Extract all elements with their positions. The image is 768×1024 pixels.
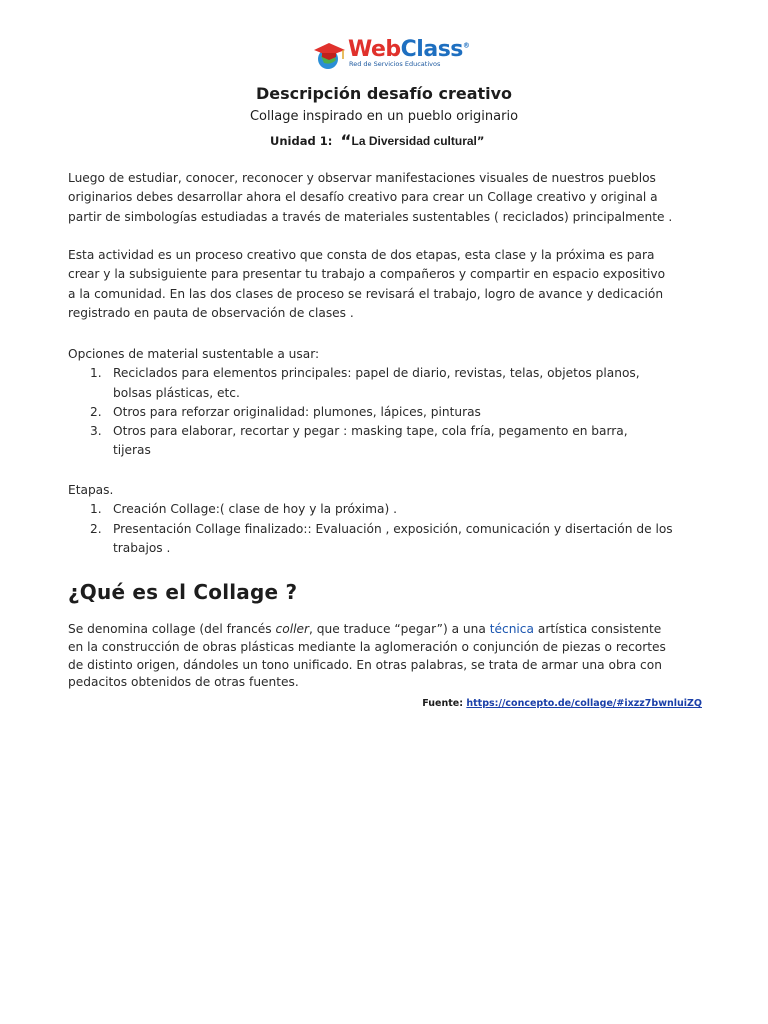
list-item: 2. Presentación Collage finalizado:: Evaluación , exposición, comunicación y disertación de los trabajos . [90, 521, 673, 555]
stages-list [68, 500, 708, 558]
unit-close-quote: ” [476, 134, 485, 148]
stages-heading: Etapas. [68, 483, 114, 497]
unit-name: La Diversidad cultural [351, 134, 477, 148]
graduation-cap-globe-icon [312, 40, 348, 70]
source-label: Fuente: [422, 698, 464, 709]
webclass-logo [312, 37, 470, 72]
collage-definition: Se denomina collage (del francés coller, que traduce “pegar”) a una técnica artística consistente en la construcción de obras plásticas mediante la aglomeración o conjunción de piezas o recortes de distinto origen, dándoles un tono unificado. En otras palabras, se trata de armar una obra con pedacitos obtenidos de otras fuentes. [68, 622, 666, 690]
materials-section [68, 345, 708, 461]
source-citation [422, 698, 702, 709]
logo-wordmark: WebClass® [348, 37, 470, 62]
page-subtitle: Collage inspirado en un pueblo originario [249, 109, 519, 124]
stages-section [68, 481, 708, 558]
page-title: Descripción desafío creativo [255, 84, 513, 103]
unit-label: Unidad 1: [270, 134, 333, 148]
unit-open-quote: “ [340, 132, 352, 152]
tecnica-link[interactable]: técnica [489, 622, 534, 636]
collage-heading: ¿Qué es el Collage ? [68, 580, 298, 604]
materials-list [68, 364, 708, 460]
materials-heading: Opciones de material sustentable a usar: [68, 347, 320, 361]
list-item: 1. Reciclados para elementos principales: papel de diario, revistas, telas, objetos planos, bolsas plásticas, etc. [90, 366, 640, 400]
intro-paragraph: Luego de estudiar, conocer, reconocer y observar manifestaciones visuales de nuestros pueblos originarios debes desarrollar ahora el desafío creativo para crear un Collage creativo y original a partir de simbologías estudiadas a través de materiales sustentables ( reciclados) principalmente . [68, 171, 673, 224]
activity-paragraph: Esta actividad es un proceso creativo que consta de dos etapas, esta clase y la próxima es para crear y la subsiguiente para presentar tu trabajo a compañeros y compartir en espacio expositivo a la comunidad. En las dos clases de proceso se revisará el trabajo, logro de avance y dedicación registrado en pauta de observación de clases . [68, 248, 666, 320]
list-item: 1. Creación Collage:( clase de hoy y la próxima) . [90, 502, 398, 517]
source-link[interactable]: https://concepto.de/collage/#ixzz7bwnluiZQ [466, 698, 702, 709]
logo-tagline: Red de Servicios Educativos [349, 60, 441, 68]
list-item: 2. Otros para reforzar originalidad: plumones, lápices, pinturas [90, 404, 481, 419]
unit-heading [270, 132, 484, 152]
list-item: 3. Otros para elaborar, recortar y pegar : masking tape, cola fría, pegamento en barra, tijeras [90, 424, 628, 458]
